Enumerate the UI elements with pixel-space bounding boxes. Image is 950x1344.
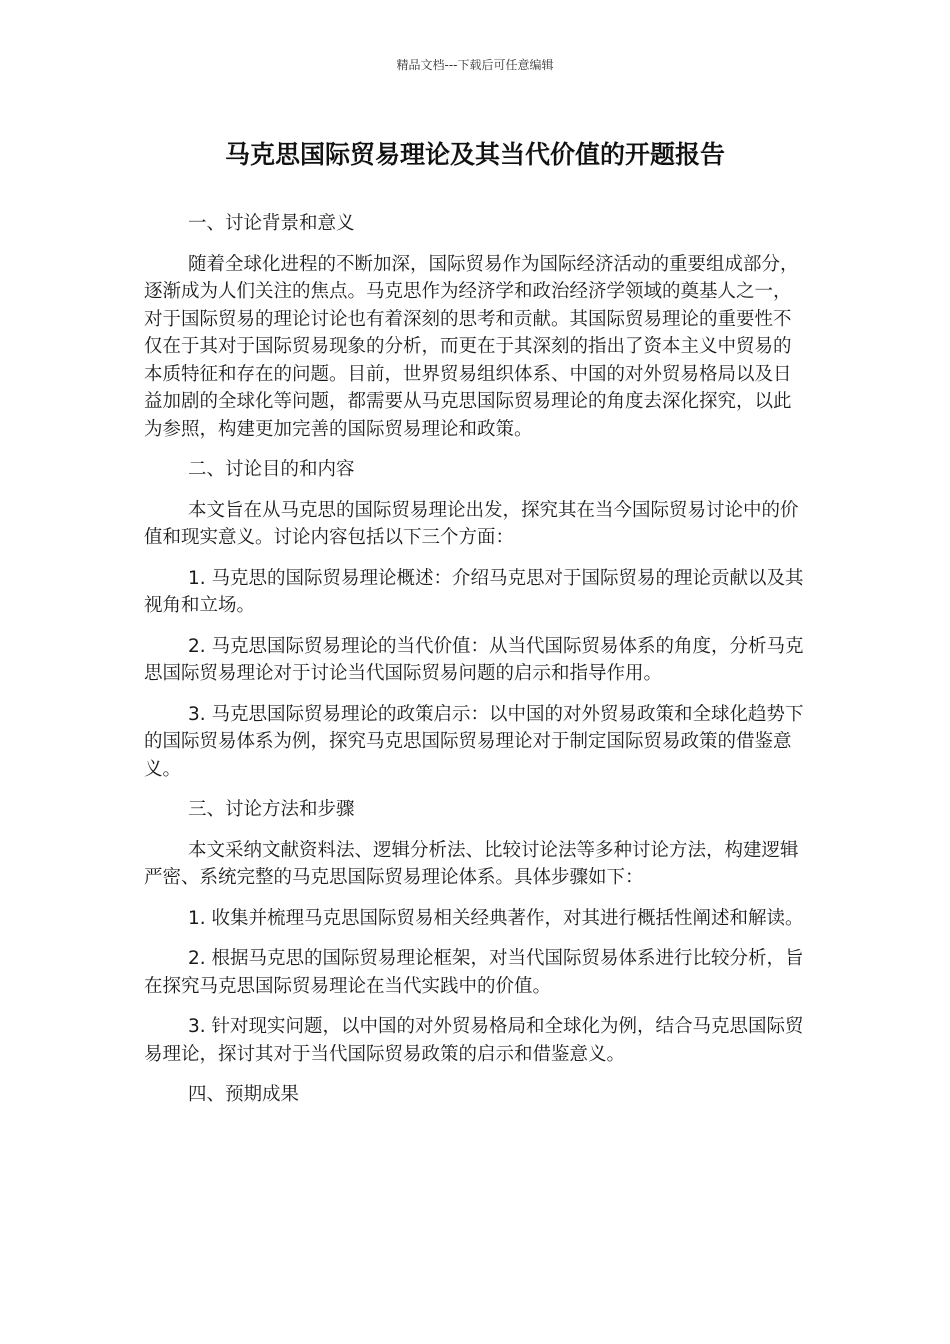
list-item-purpose-2: 2. 马克思国际贸易理论的当代价值：从当代国际贸易体系的角度，分析马克思国际贸易理论对于讨论当代国际贸易问题的启示和指导作用。 xyxy=(144,635,804,684)
document-body xyxy=(144,210,804,1122)
section-heading-purpose: 二、讨论目的和内容 xyxy=(188,459,355,480)
list-item-purpose-3: 3. 马克思国际贸易理论的政策启示：以中国的对外贸易政策和全球化趋势下的国际贸易体系为例，探究马克思国际贸易理论对于制定国际贸易政策的借鉴意义。 xyxy=(144,703,804,780)
list-item-methods-1: 1. 收集并梳理马克思国际贸易相关经典著作，对其进行概括性阐述和解读。 xyxy=(188,907,804,929)
section-heading-methods: 三、讨论方法和步骤 xyxy=(188,799,355,820)
paragraph-background: 随着全球化进程的不断加深，国际贸易作为国际经济活动的重要组成部分，逐渐成为人们关注的焦点。马克思作为经济学和政治经济学领域的奠基人之一，对于国际贸易的理论讨论也有着深刻的思考和贡献。其国际贸易理论的重要性不仅在于其对于国际贸易现象的分析，而更在于其深刻的指出了资本主义中贸易的本质特征和存在的问题。目前，世界贸易组织体系、中国的对外贸易格局以及日益加剧的全球化等问题，都需要从马克思国际贸易理论的角度去深化探究，以此为参照，构建更加完善的国际贸易理论和政策。 xyxy=(144,253,799,440)
document-title: 马克思国际贸易理论及其当代价值的开题报告 xyxy=(224,140,725,169)
list-item-methods-2: 2. 根据马克思的国际贸易理论框架，对当代国际贸易体系进行比较分析，旨在探究马克思国际贸易理论在当代实践中的价值。 xyxy=(144,948,804,997)
paragraph-methods-intro: 本文采纳文献资料法、逻辑分析法、比较讨论法等多种讨论方法，构建逻辑严密、系统完整的马克思国际贸易理论体系。具体步骤如下： xyxy=(144,839,799,888)
header-note: 精品文档---下载后可任意编辑 xyxy=(396,58,554,72)
section-heading-results: 四、预期成果 xyxy=(188,1084,300,1105)
section-heading-background: 一、讨论背景和意义 xyxy=(188,213,355,234)
list-item-purpose-1: 1. 马克思的国际贸易理论概述：介绍马克思对于国际贸易的理论贡献以及其视角和立场。 xyxy=(144,567,804,616)
paragraph-purpose-intro: 本文旨在从马克思的国际贸易理论出发，探究其在当今国际贸易讨论中的价值和现实意义。讨论内容包括以下三个方面： xyxy=(144,499,799,548)
list-item-methods-3: 3. 针对现实问题，以中国的对外贸易格局和全球化为例，结合马克思国际贸易理论，探讨其对于当代国际贸易政策的启示和借鉴意义。 xyxy=(144,1016,804,1065)
